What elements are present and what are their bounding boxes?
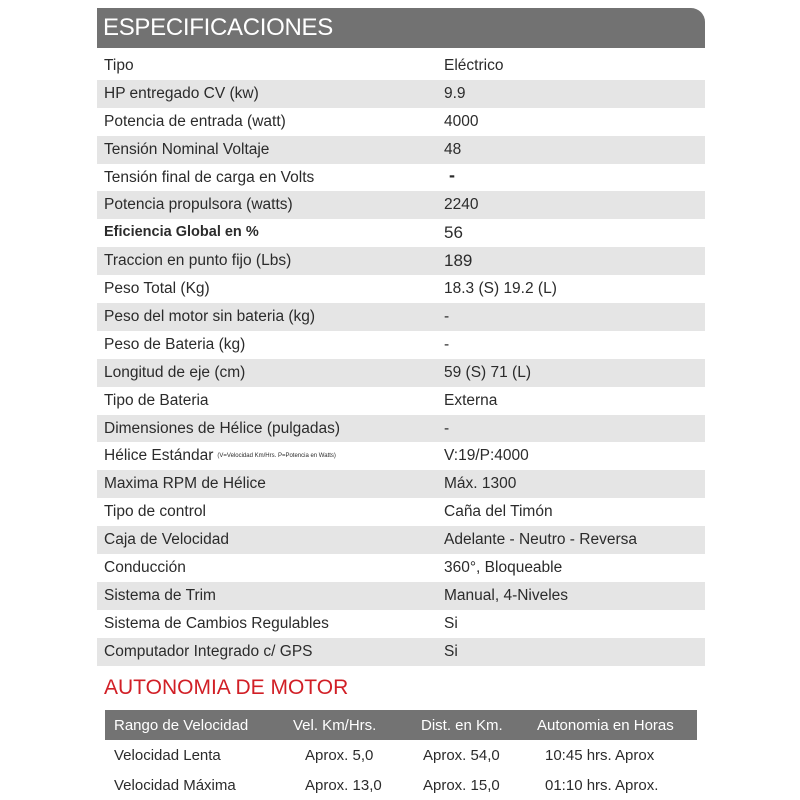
spec-row-peso-motor: [97, 303, 705, 331]
spec-label-note: (V=Velocidad Km/Hrs. P=Potencia en Watts): [217, 453, 336, 460]
autonomia-cell: Velocidad Lenta: [114, 747, 221, 764]
spec-row-tipo: [97, 52, 705, 80]
spec-row-max-rpm: [97, 470, 705, 498]
autonomia-cell: Velocidad Máxima: [114, 777, 236, 794]
spec-value: 18.3 (S) 19.2 (L): [444, 280, 557, 298]
autonomia-cell: Aprox. 13,0: [305, 777, 382, 794]
spec-value: Si: [444, 642, 458, 660]
autonomia-table: [105, 710, 697, 800]
spec-value: Manual, 4-Niveles: [444, 586, 569, 604]
spec-value: 9.9: [444, 84, 466, 102]
spec-row-helice-estandar: [97, 442, 705, 470]
spec-value: Eléctrico: [444, 57, 504, 74]
spec-value: -: [444, 308, 450, 326]
spec-label: Peso de Bateria (kg): [104, 335, 246, 353]
spec-label: Eficiencia Global en %: [104, 224, 259, 241]
spec-value: -: [444, 419, 450, 437]
spec-value: V:19/P:4000: [444, 447, 529, 465]
spec-row-peso-bateria: [97, 331, 705, 359]
spec-value: 4000: [444, 112, 479, 130]
autonomia-header-cell: Autonomia en Horas: [537, 717, 674, 734]
autonomia-cell: Aprox. 54,0: [423, 747, 500, 764]
spec-row-conduccion: [97, 554, 705, 582]
spec-label: Tipo de Bateria: [104, 391, 209, 409]
spec-value: 56: [444, 223, 463, 243]
spec-value: 48: [444, 140, 462, 158]
spec-label: Peso del motor sin bateria (kg): [104, 308, 316, 326]
autonomia-title: AUTONOMIA DE MOTOR: [104, 676, 349, 699]
spec-value: 189: [444, 251, 473, 271]
specs-table: [97, 52, 705, 666]
spec-label: Dimensiones de Hélice (pulgadas): [104, 419, 341, 437]
autonomia-header-cell: Dist. en Km.: [421, 717, 503, 734]
spec-row-tension-nominal: [97, 136, 705, 164]
autonomia-row: [105, 770, 697, 800]
spec-label: [104, 447, 336, 465]
spec-row-tipo-bateria: [97, 387, 705, 415]
spec-label: Sistema de Cambios Regulables: [104, 614, 329, 632]
spec-value: Externa: [444, 391, 498, 409]
autonomia-cell: Aprox. 15,0: [423, 777, 500, 794]
spec-row-tension-final: [97, 164, 705, 192]
spec-value: -: [449, 164, 455, 185]
spec-value: 2240: [444, 196, 479, 214]
spec-value: 360°, Bloqueable: [444, 559, 563, 577]
spec-label: Potencia propulsora (watts): [104, 196, 293, 214]
spec-label: HP entregado CV (kw): [104, 84, 259, 102]
spec-value: Si: [444, 614, 458, 632]
spec-row-hp: [97, 80, 705, 108]
spec-label: Longitud de eje (cm): [104, 363, 246, 381]
spec-label: Tensión Nominal Voltaje: [104, 140, 270, 158]
specs-header: [97, 8, 705, 48]
autonomia-cell: Aprox. 5,0: [305, 747, 374, 764]
spec-label: Peso Total (Kg): [104, 280, 210, 298]
autonomia-cell: 01:10 hrs. Aprox.: [545, 777, 659, 794]
spec-row-tipo-control: [97, 498, 705, 526]
spec-label: Maxima RPM de Hélice: [104, 475, 266, 493]
spec-label: Traccion en punto fijo (Lbs): [104, 252, 292, 270]
spec-value: -: [444, 335, 450, 353]
spec-label: Potencia de entrada (watt): [104, 112, 286, 130]
autonomia-header-row: [105, 710, 697, 740]
spec-label: Tipo de control: [104, 503, 206, 521]
spec-row-peso-total: [97, 275, 705, 303]
spec-label: Conducción: [104, 559, 186, 577]
spec-row-potencia-entrada: [97, 108, 705, 136]
spec-label: Tensión final de carga en Volts: [104, 168, 315, 186]
spec-row-traccion: [97, 247, 705, 275]
spec-row-caja-velocidad: [97, 526, 705, 554]
spec-row-trim: [97, 582, 705, 610]
specs-title: ESPECIFICACIONES: [103, 14, 333, 41]
spec-label: Sistema de Trim: [104, 586, 216, 604]
spec-value: 59 (S) 71 (L): [444, 363, 532, 381]
spec-label-text: Hélice Estándar: [104, 447, 214, 465]
spec-value: Adelante - Neutro - Reversa: [444, 531, 637, 549]
autonomia-header-cell: Rango de Velocidad: [114, 717, 249, 734]
spec-label: Tipo: [104, 57, 134, 74]
spec-row-dimensiones-helice: [97, 415, 705, 443]
spec-row-potencia-propulsora: [97, 191, 705, 219]
spec-row-longitud-eje: [97, 359, 705, 387]
spec-value: Caña del Timón: [444, 503, 553, 521]
spec-label: Computador Integrado c/ GPS: [104, 642, 313, 660]
spec-row-cambios-regulables: [97, 610, 705, 638]
autonomia-cell: 10:45 hrs. Aprox: [545, 747, 655, 764]
spec-row-eficiencia: [97, 219, 705, 247]
spec-label: Caja de Velocidad: [104, 531, 229, 549]
autonomia-row: [105, 740, 697, 770]
autonomia-header-cell: Vel. Km/Hrs.: [293, 717, 377, 734]
spec-value: Máx. 1300: [444, 475, 517, 493]
spec-row-computador-gps: [97, 638, 705, 666]
